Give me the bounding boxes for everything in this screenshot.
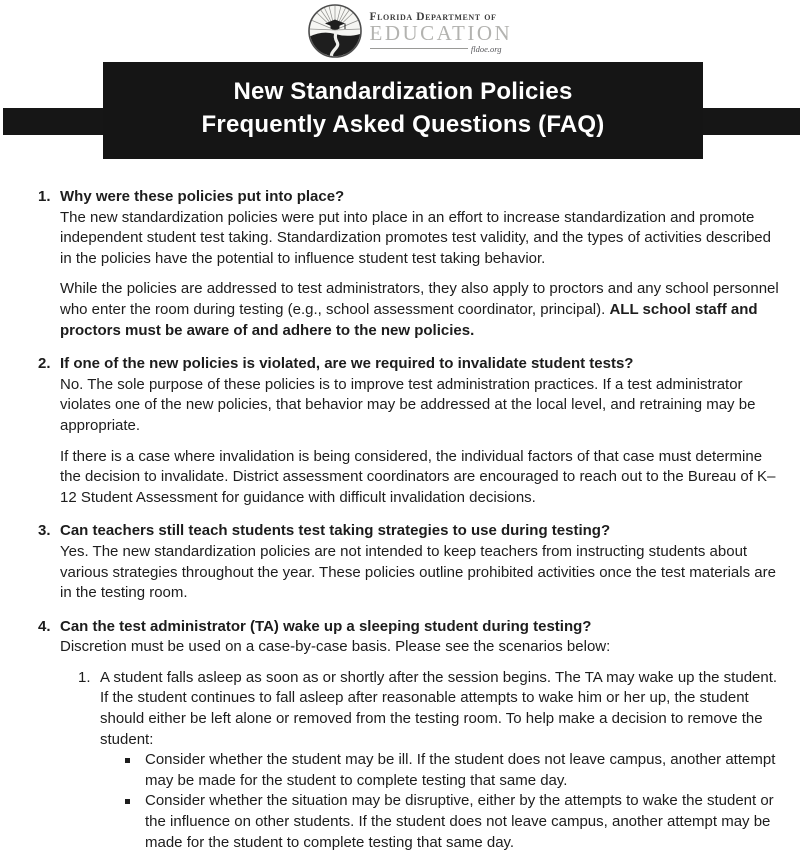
answer-1-paragraph-2-bold: ALL school staff and proctors must be aware of and adhere to the new policies. <box>60 300 758 339</box>
question-2-number: 2. <box>38 355 51 373</box>
logo-rule-line <box>370 48 468 49</box>
faq-item-4 <box>38 617 780 854</box>
question-4-text: Can the test administrator (TA) wake up a sleeping student during testing? <box>60 617 592 635</box>
banner-ribbon-left <box>3 108 103 135</box>
faq-item-2 <box>38 354 780 508</box>
logo-website: fldoe.org <box>470 43 502 54</box>
answer-1-paragraph-2-regular: While the policies are addressed to test administrators, they also apply to proctors and any school personnel who enter the room during testing (e.g., school assessment coordinator, principal). <box>60 280 779 318</box>
answer-1 <box>60 208 780 342</box>
answer-2-paragraph-1: No. The sole purpose of these policies is to improve test administration practices. If a test administrator violates one of the new policies, that behavior may be addressed at the local level, and retraining may be appropriate. <box>60 375 756 434</box>
question-3 <box>38 521 780 542</box>
banner-ribbon-right <box>703 108 800 135</box>
question-1-text: Why were these policies put into place? <box>60 188 345 205</box>
banner-title-line2: Frequently Asked Questions (FAQ) <box>201 111 605 138</box>
logo-education-wordmark: EDUCATION <box>369 20 513 45</box>
answer-1-paragraph-2 <box>60 279 780 341</box>
scenario-1-text: A student falls asleep as soon as or shortly after the session begins. The TA may wake up the student. If the student continues to fall asleep after reasonable attempts to wake him or her up, the student should either be left alone or removed from the testing room. To help make a decision to remove the student: <box>100 668 778 748</box>
scenario-1-bullet-1-text: Consider whether the student may be ill. If the student does not leave campus, another attempt may be made for the student to complete testing that same day. <box>145 751 776 789</box>
faq-item-1 <box>38 187 780 341</box>
banner-box <box>103 62 703 159</box>
answer-2-paragraph-2: If there is a case where invalidation is being considered, the individual factors of that case must determine the decision to invalidate. District assessment coordinators are encouraged to reach out to the Bureau of K–12 Student Assessment for guidance with difficult invalidation decisions. <box>60 447 776 506</box>
scenario-1-bullet-list <box>100 750 780 853</box>
answer-3 <box>60 542 780 604</box>
question-1-number: 1. <box>38 188 51 205</box>
answer-4-paragraph-1: Discretion must be used on a case-by-case basis. Please see the scenarios below: <box>60 638 611 656</box>
answer-3-paragraph-1: Yes. The new standardization policies are not intended to keep teachers from instructing students about various strategies throughout the year. These policies outline prohibited activities once the test materials are in the testing room. <box>60 542 776 602</box>
answer-4 <box>60 637 780 853</box>
question-3-text: Can teachers still teach students test taking strategies to use during testing? <box>60 522 611 540</box>
fldoe-logo <box>306 3 513 59</box>
logo-org-name: Florida Department of <box>369 10 497 23</box>
answer-1-paragraph-1: The new standardization policies were put into place in an effort to increase standardization and promote independent student test taking. Standardization promotes test validity, and the types of activities described in the policies have the potential to influence student test taking behavior. <box>60 208 771 267</box>
question-4 <box>38 617 780 638</box>
logo-text-block <box>369 9 513 54</box>
question-2-text: If one of the new policies is violated, are we required to invalidate student tests? <box>60 355 634 373</box>
question-2 <box>38 354 780 375</box>
question-3-number: 3. <box>38 522 51 540</box>
question-4-number: 4. <box>38 617 51 635</box>
scenario-1-bullet-1 <box>100 750 780 791</box>
square-bullet-icon <box>123 791 145 853</box>
logo-rule <box>370 44 502 54</box>
document-header <box>0 0 807 59</box>
faq-content <box>0 187 807 853</box>
faq-item-3 <box>38 521 780 603</box>
scenario-1-bullet-2-text: Consider whether the situation may be disruptive, either by the attempts to wake the student or the influence on other students. If the student does not leave campus, another attempt may be made for the student to complete testing that same day. <box>145 792 774 851</box>
scenario-1-bullet-2 <box>100 791 780 853</box>
title-banner <box>0 62 807 159</box>
banner-title-line1: New Standardization Policies <box>233 78 573 105</box>
answer-2 <box>60 375 780 509</box>
square-bullet-icon <box>123 750 145 791</box>
scenario-1-number: 1. <box>78 668 91 686</box>
scenario-1 <box>60 668 780 750</box>
question-1 <box>38 187 780 208</box>
fldoe-seal-icon <box>306 3 364 59</box>
